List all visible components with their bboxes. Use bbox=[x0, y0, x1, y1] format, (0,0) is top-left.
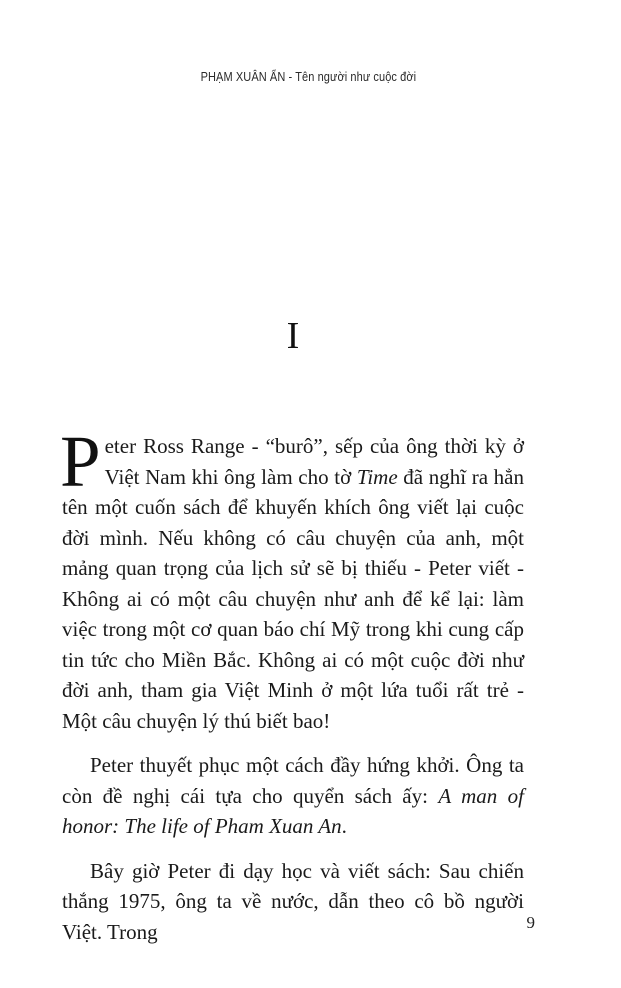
magazine-title: Time bbox=[356, 464, 398, 489]
paragraph-1-text-b: đã nghĩ ra hẳn tên một cuốn sách để khuyến khích ông viết lại cuộc đời mình. Nếu không có câu chuyện của anh, một mảng quan trọng của lịch sử sẽ bị thiếu - Peter viết - Không ai có một câu chuyện như anh để kể lại: làm việc trong một cơ quan báo chí Mỹ trong khi cung cấp tin tức cho Miền Bắc. Không ai có một cuộc đời như đời anh, tham gia Việt Minh ở một lứa tuổi rất trẻ - Một câu chuyện lý thú biết bao! bbox=[62, 464, 524, 733]
paragraph-2-text-b: . bbox=[341, 814, 347, 838]
paragraph-2 bbox=[62, 750, 524, 842]
book-title: A man of honor: The life of Pham Xuan An bbox=[62, 783, 524, 838]
paragraph-1 bbox=[60, 421, 524, 736]
page-number: 9 bbox=[526, 913, 535, 932]
paragraph-3 bbox=[62, 856, 524, 948]
paragraph-1-text-a: eter Ross Range - “burô”, sếp của ông thời kỳ ở Việt Nam khi ông làm cho tờ bbox=[104, 434, 524, 489]
chapter-number: I bbox=[286, 315, 300, 357]
body-text bbox=[60, 421, 524, 961]
paragraph-2-text-a: Peter thuyết phục một cách đầy hứng khởi. Ông ta còn đề nghị cái tựa cho quyển sách ấy: bbox=[62, 753, 524, 808]
paragraph-3-text-a: Bây giờ Peter đi dạy học và viết sách: Sau chiến thắng 1975, ông ta về nước, dẫn theo cô bồ người Việt. Trong bbox=[62, 858, 524, 944]
drop-cap: P bbox=[60, 421, 101, 502]
running-header: PHẠM XUÂN ẨN - Tên người như cuộc đời bbox=[200, 70, 417, 84]
